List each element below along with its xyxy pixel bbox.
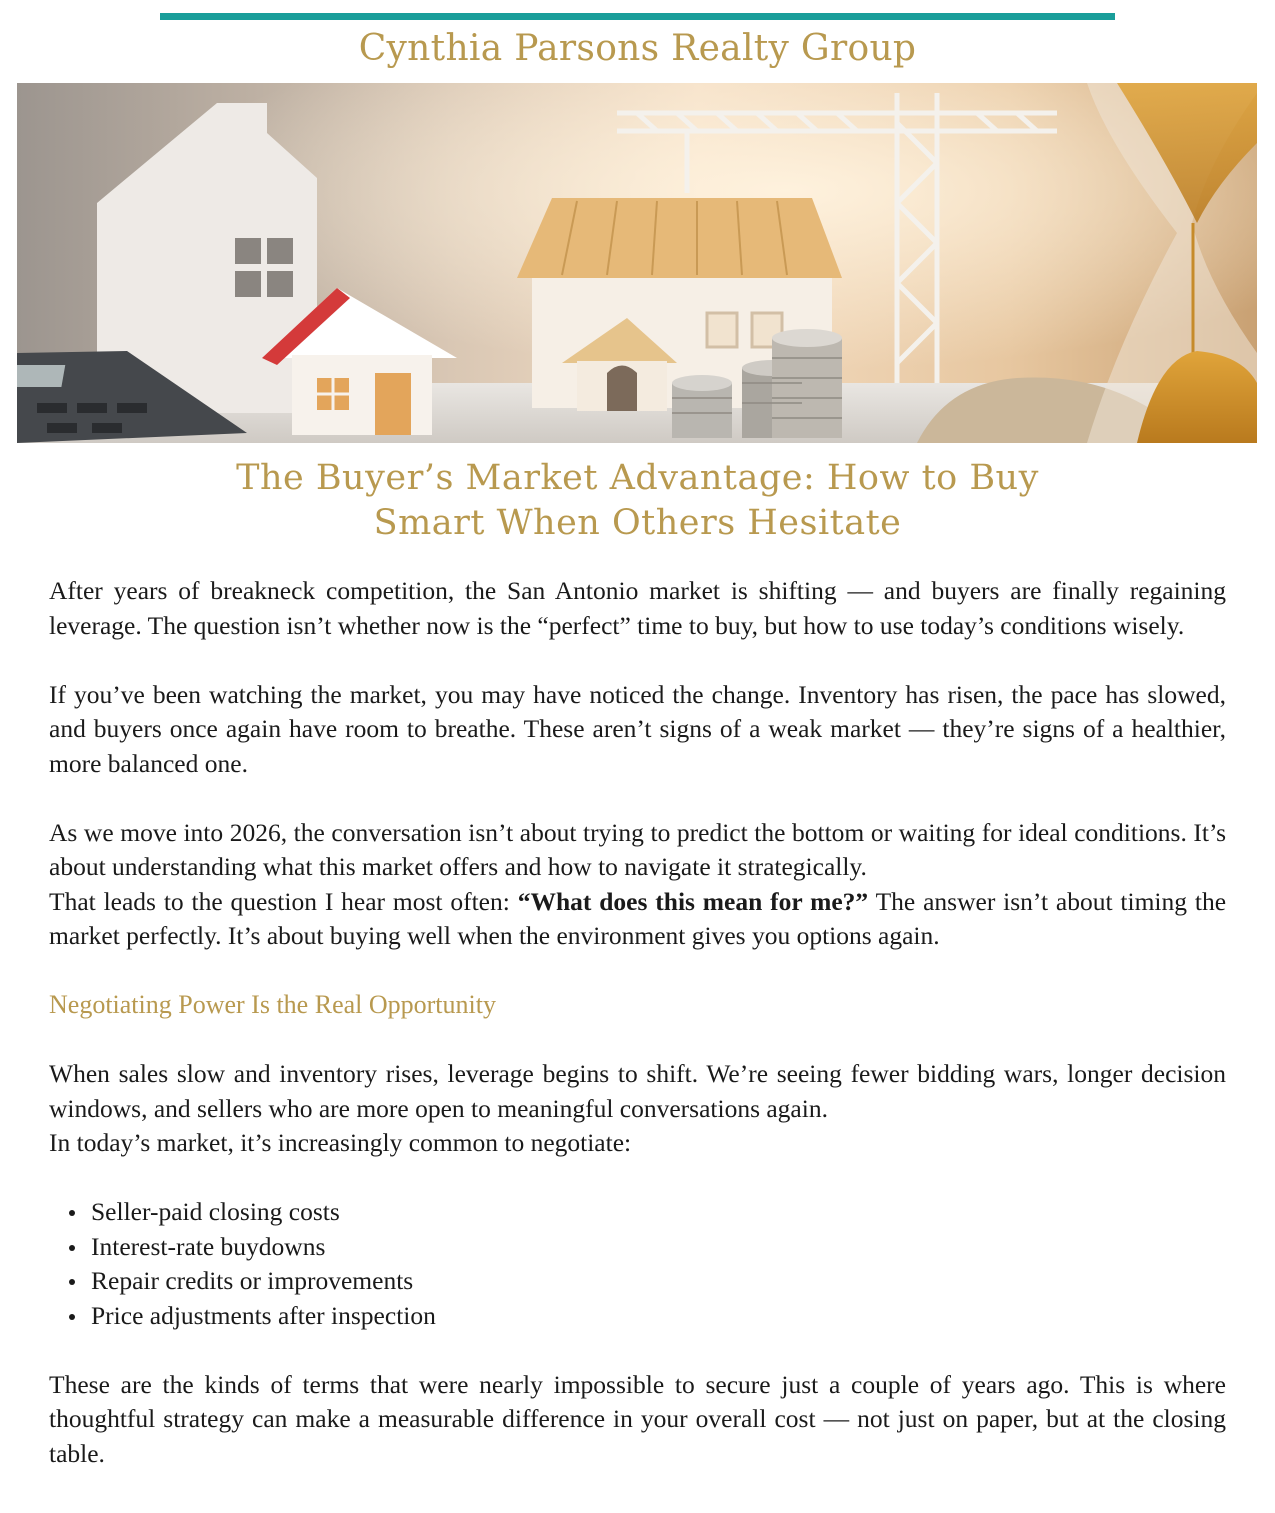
article-title-line-2: Smart When Others Hesitate bbox=[373, 503, 902, 543]
header-accent-rule bbox=[160, 13, 1115, 20]
spacer bbox=[49, 781, 1226, 816]
spacer bbox=[49, 643, 1226, 678]
paragraph-2026: As we move into 2026, the conversation isn’t about trying to predict the bottom or waiting for ideal conditions. It’s about understanding what this market offers and how to navigate it strategically. bbox=[49, 817, 1226, 881]
list-item: Price adjustments after inspection bbox=[91, 1299, 1226, 1334]
paragraph-market-change: If you’ve been watching the market, you may have noticed the change. Inventory has risen, the pace has slowed, and buyers once again have room to breathe. These aren’t signs of a weak market — they’re signs of a healthier, more balanced one. bbox=[49, 679, 1226, 778]
article-title bbox=[100, 456, 1175, 546]
paragraph-question bbox=[49, 885, 1226, 954]
question-quote: “What does this mean for me?” bbox=[517, 886, 869, 916]
spacer bbox=[49, 954, 1226, 989]
article-body bbox=[49, 574, 1226, 1471]
spacer bbox=[49, 1023, 1226, 1058]
question-lead: That leads to the question I hear most often: bbox=[49, 886, 518, 916]
section-heading: Negotiating Power Is the Real Opportunity bbox=[49, 990, 496, 1019]
paragraph-negotiate-intro: In today’s market, it’s increasingly common to negotiate: bbox=[49, 1128, 632, 1157]
paragraph-closing: These are the kinds of terms that were nearly impossible to secure just a couple of years ago. This is where thoughtful strategy can make a measurable difference in your overall cost — not just on paper, but at the closing table. bbox=[49, 1369, 1226, 1468]
list-item: Interest-rate buydowns bbox=[91, 1230, 1226, 1265]
hero-illustration bbox=[17, 83, 1257, 443]
paragraph-intro: After years of breakneck competition, the San Antonio market is shifting — and buyers are finally regaining leverage. The question isn’t whether now is the “perfect” time to buy, but how to use today’s conditions wisely. bbox=[49, 576, 1226, 640]
hero-image bbox=[17, 83, 1257, 443]
paragraph-leverage: When sales slow and inventory rises, leverage begins to shift. We’re seeing fewer bidding wars, longer decision windows, and sellers who are more open to meaningful conversations again. bbox=[49, 1059, 1226, 1123]
question-answer: The answer isn’t about timing the market perfectly. It’s about buying well when the environment gives you options again. bbox=[49, 886, 1227, 950]
article-title-line-1: The Buyer’s Market Advantage: How to Buy bbox=[236, 458, 1039, 498]
list-item: Seller-paid closing costs bbox=[91, 1195, 1226, 1230]
negotiation-terms-list bbox=[49, 1195, 1226, 1333]
spacer bbox=[49, 1161, 1226, 1196]
spacer bbox=[49, 1333, 1226, 1368]
brand-name: Cynthia Parsons Realty Group bbox=[358, 28, 917, 69]
list-item: Repair credits or improvements bbox=[91, 1264, 1226, 1299]
